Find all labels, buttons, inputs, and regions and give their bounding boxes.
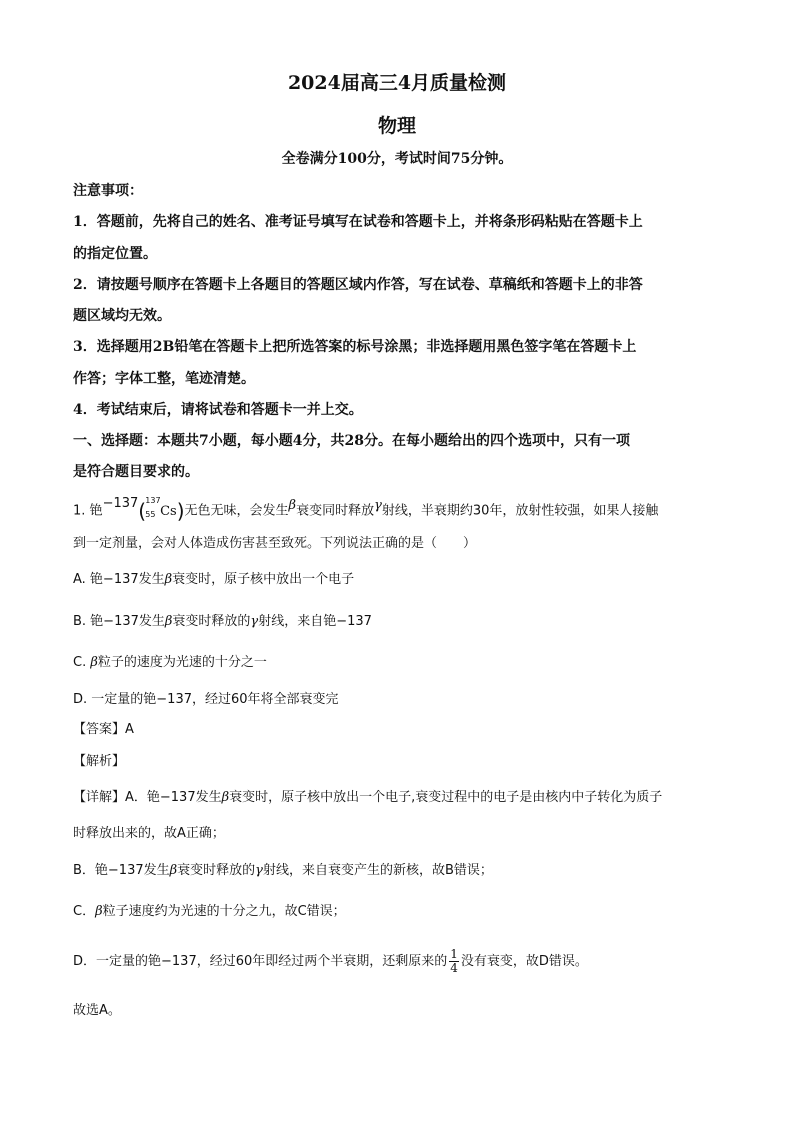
instruction-3-line-2: 作答；字体工整，笔迹清楚。 — [73, 371, 255, 387]
score-note: 全卷满分100分，考试时间75分钟。 — [281, 151, 513, 167]
instructions-heading: 注意事项： — [73, 183, 143, 199]
detail-a-line-1: 【详解】A．铯−137发生β衰变时，原子核中放出一个电子,衰变过程中的电子是由核内中子转化为质子 — [73, 790, 663, 805]
detail-c: C．β粒子速度约为光速的十分之九，故C错误； — [73, 904, 346, 919]
instruction-2-line-2: 题区域均无效。 — [73, 308, 171, 324]
exam-title: 2024届高三4月质量检测 — [287, 72, 507, 94]
detail-a-line-2: 时释放出来的，故A正确； — [73, 826, 225, 841]
answer-label: 【答案】A — [73, 722, 134, 737]
instruction-3-line-1: 3．选择题用2B铅笔在答题卡上把所选答案的标号涂黑；非选择题用黑色签字笔在答题卡上 — [73, 339, 637, 355]
detail-d: D．一定量的铯−137，经过60年即经过两个半衰期，还剩原来的 $\frac{1}{4}$ 没有衰变，故D错误。 — [73, 947, 588, 975]
question-1-stem-line-2: 到一定剂量，会对人体造成伤害甚至致死。下列说法正确的是（ ） — [73, 536, 477, 551]
option-d: D. 一定量的铯−137，经过60年将全部衰变完 — [73, 692, 339, 707]
instruction-4: 4．考试结束后，请将试卷和答题卡一并上交。 — [73, 402, 363, 418]
instruction-2-line-1: 2．请按题号顺序在答题卡上各题目的答题区域内作答，写在试卷、草稿纸和答题卡上的非答 — [73, 277, 643, 293]
instruction-1-line-2: 的指定位置。 — [73, 246, 157, 262]
analysis-label: 【解析】 — [73, 754, 126, 769]
cs137-isotope: ( 137 55 Cs) — [138, 496, 185, 523]
question-number: 1. — [73, 503, 86, 519]
option-a: A. 铯−137发生β衰变时，原子核中放出一个电子 — [73, 572, 355, 587]
section-heading-line-1: 一、选择题：本题共7小题，每小题4分，共28分。在每小题给出的四个选项中，只有一项 — [73, 433, 630, 449]
detail-b: B．铯−137发生β衰变时释放的γ射线，来自衰变产生的新核，故B错误； — [73, 863, 493, 878]
section-heading-line-2: 是符合题目要求的。 — [73, 464, 199, 480]
option-c: C. β粒子的速度为光速的十分之一 — [73, 655, 267, 670]
one-quarter-fraction: $\frac{1}{4}$ — [450, 947, 458, 975]
question-1-stem-line-1: 1. 铯−137( 137 55 Cs)无色无味，会发生β衰变同时释放γ射线，半衰期约30年，放射性较强，如果人接触 — [73, 495, 659, 523]
conclusion: 故选A。 — [73, 1003, 121, 1018]
subject-title: 物理 — [377, 115, 416, 137]
option-b: B. 铯−137发生β衰变时释放的γ射线，来自铯−137 — [73, 614, 372, 629]
instruction-1-line-1: 1．答题前，先将自己的姓名、准考证号填写在试卷和答题卡上，并将条形码粘贴在答题卡上 — [73, 214, 643, 230]
